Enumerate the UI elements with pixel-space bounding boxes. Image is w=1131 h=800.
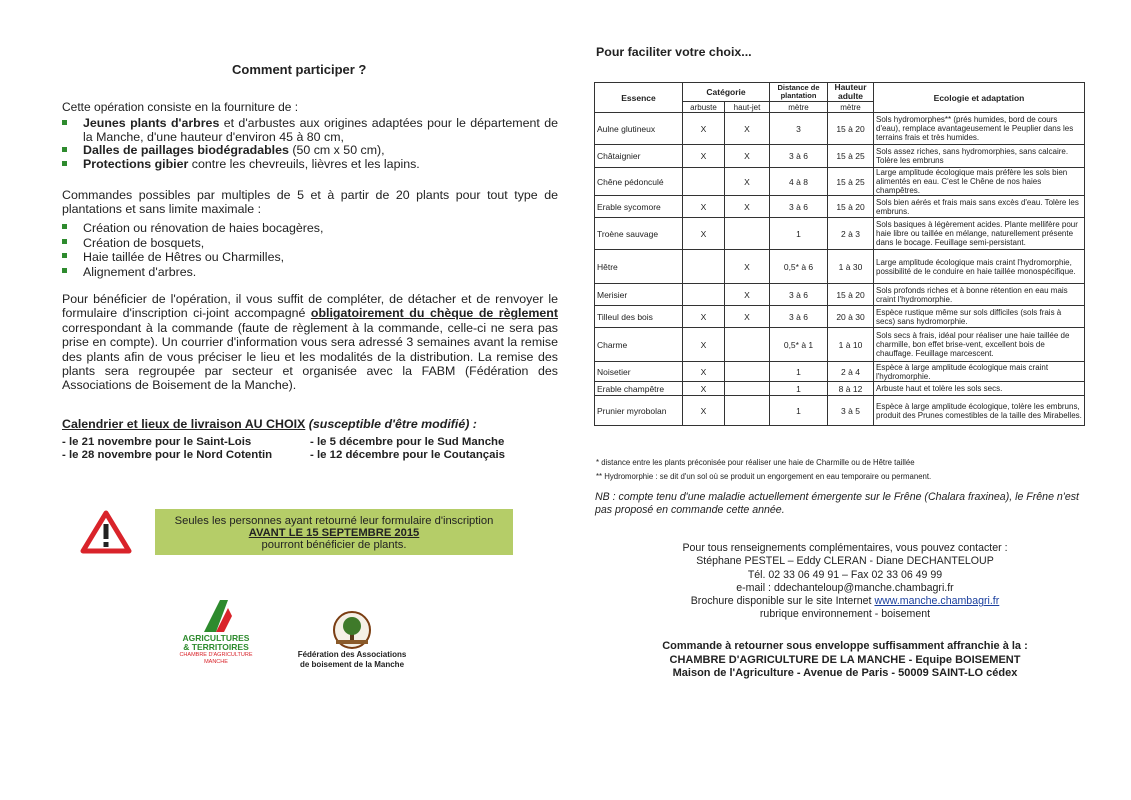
- list-item: Jeunes plants d'arbres et d'arbustes aux origines adaptées pour le département de la Manche, d'une hauteur d'environ 45 à 80 cm,: [62, 117, 558, 144]
- bullet-icon: [62, 239, 67, 244]
- chambre-agriculture-logo: AGRICULTURES & TERRITOIRES CHAMBRE D'AGRICULTURE MANCHE: [176, 598, 256, 678]
- cell-hautjet: [725, 218, 770, 250]
- cell-essence: Troène sauvage: [595, 218, 683, 250]
- header-arbuste: arbuste: [683, 102, 725, 113]
- cell-distance: 3: [770, 113, 828, 145]
- cell-hauteur: 15 à 20: [828, 196, 874, 218]
- cell-arbuste: [683, 250, 725, 284]
- cell-essence: Charme: [595, 328, 683, 362]
- cell-arbuste: X: [683, 362, 725, 382]
- cell-essence: Tilleul des bois: [595, 306, 683, 328]
- cell-hauteur: 15 à 20: [828, 284, 874, 306]
- cell-arbuste: [683, 284, 725, 306]
- cell-distance: 3 à 6: [770, 306, 828, 328]
- list-item: Création de bosquets,: [62, 236, 558, 251]
- cell-ecologie: Large amplitude écologique mais préfère les sols bien alimentés en eau. C'est le Chêne de nos haies champêtres.: [874, 168, 1085, 196]
- header-categorie: Catégorie: [683, 83, 770, 102]
- list-item: Dalles de paillages biodégradables (50 cm x 50 cm),: [62, 144, 558, 158]
- cell-hautjet: [725, 382, 770, 396]
- cell-hautjet: [725, 396, 770, 426]
- header-hautjet: haut-jet: [725, 102, 770, 113]
- cell-ecologie: Espèce rustique même sur sols difficiles (sols frais à secs) sans hydromorphie.: [874, 306, 1085, 328]
- contact-phone: Tél. 02 33 06 49 91 – Fax 02 33 06 49 99: [747, 568, 943, 581]
- footnote: ** Hydromorphie : se dit d'un sol où se produit un engorgement en eau temporaire ou permanent.: [596, 472, 932, 481]
- cell-distance: 1: [770, 396, 828, 426]
- table-row: [595, 284, 1085, 306]
- cell-arbuste: [683, 168, 725, 196]
- table-row: [595, 362, 1085, 382]
- cell-arbuste: X: [683, 145, 725, 168]
- cell-essence: Châtaignier: [595, 145, 683, 168]
- contact-block: Pour tous renseignements complémentaires, vous pouvez contacter : Stéphane PESTEL – Eddy CLERAN - Diane DECHANTELOUP Tél. 02 33 06 49 91 – Fax 02 33 06 49 99 e-mail : ddechanteloup@manche.chambagri.fr Brochure disponible sur le site Internet www.manche.chambagri.fr rubrique environnement - boisement: [600, 542, 1090, 622]
- cell-ecologie: Espèce à large amplitude écologique, tolère les embruns, produit des Prunes comestibles de la taille des Mirabelles.: [874, 396, 1085, 426]
- cell-essence: Noisetier: [595, 362, 683, 382]
- supply-list: [62, 117, 558, 171]
- cell-essence: Chêne pédonculé: [595, 168, 683, 196]
- cell-hauteur: 3 à 5: [828, 396, 874, 426]
- header-distance-unit: mètre: [770, 102, 828, 113]
- cell-hauteur: 15 à 25: [828, 168, 874, 196]
- cell-hautjet: X: [725, 250, 770, 284]
- header-essence: Essence: [595, 83, 683, 113]
- table-row: [595, 306, 1085, 328]
- cell-essence: Aulne glutineux: [595, 113, 683, 145]
- procedure-text: Pour bénéficier de l'opération, il vous suffit de compléter, de détacher et de renvoyer le formulaire d'inscription ci-joint accompagné obligatoirement du chèque de règlement correspondant à la commande (faute de règlement à la commande, celle-ci ne sera pas prise en compte). Un courrier d'information vous sera adressé 3 semaines avant la remise des plants afin de vous préciser le lieu et les modalités de la distribution. La remise des plants sera regroupée par secteur et organisée avec la FABM (Fédération des Associations de Boisement de la Manche).: [62, 292, 558, 393]
- deadline-date: AVANT LE 15 SEPTEMBRE 2015: [248, 527, 420, 539]
- table-row: [595, 218, 1085, 250]
- cell-arbuste: X: [683, 328, 725, 362]
- table-row: [595, 145, 1085, 168]
- cell-arbuste: X: [683, 382, 725, 396]
- orders-intro: Commandes possibles par multiples de 5 et à partir de 20 plants pour tout type de plantations et sans limite maximale :: [62, 188, 558, 216]
- cell-distance: 0,5* à 6: [770, 250, 828, 284]
- calendar-item: - le 28 novembre pour le Nord Cotentin: [62, 449, 273, 461]
- cell-ecologie: Sols assez riches, sans hydromorphies, sans calcaire. Tolère les embruns: [874, 145, 1085, 168]
- fabm-logo: Fédération des Associations de boisement de la Manche: [292, 610, 412, 680]
- cell-essence: Hêtre: [595, 250, 683, 284]
- cell-hautjet: X: [725, 306, 770, 328]
- cell-hauteur: 8 à 12: [828, 382, 874, 396]
- cell-hautjet: X: [725, 168, 770, 196]
- nb-note: NB : compte tenu d'une maladie actuellement émergente sur le Frêne (Chalara fraxinea), le Frêne n'est pas proposé en commande cette année.: [595, 491, 1079, 516]
- table-title: Pour faciliter votre choix...: [596, 45, 752, 59]
- cell-distance: 1: [770, 362, 828, 382]
- cell-essence: Erable sycomore: [595, 196, 683, 218]
- calendar-item: - le 21 novembre pour le Saint-Lois: [62, 436, 252, 448]
- page-title: Comment participer ?: [232, 62, 367, 77]
- cell-arbuste: X: [683, 306, 725, 328]
- cell-distance: 3 à 6: [770, 145, 828, 168]
- cell-ecologie: Large amplitude écologique mais craint l'hydromorphie, possibilité de le conduire en haie taillée monospécifique.: [874, 250, 1085, 284]
- header-hauteur-unit: mètre: [828, 102, 874, 113]
- cell-essence: Erable champêtre: [595, 382, 683, 396]
- bullet-icon: [62, 268, 67, 273]
- deadline-notice: Seules les personnes ayant retourné leur formulaire d'inscription AVANT LE 15 SEPTEMBRE 2015 pourront bénéficier de plants.: [155, 509, 513, 555]
- bullet-icon: [62, 253, 67, 258]
- cell-distance: 4 à 8: [770, 168, 828, 196]
- header-ecologie: Ecologie et adaptation: [874, 83, 1085, 113]
- cell-hauteur: 2 à 3: [828, 218, 874, 250]
- intro-text: Cette opération consiste en la fourniture de :: [62, 100, 299, 114]
- cell-hauteur: 15 à 25: [828, 145, 874, 168]
- species-table: [594, 82, 1085, 426]
- cell-essence: Prunier myrobolan: [595, 396, 683, 426]
- table-row: [595, 168, 1085, 196]
- cell-arbuste: X: [683, 396, 725, 426]
- website-link[interactable]: www.manche.chambagri.fr: [874, 595, 1000, 608]
- list-item: Alignement d'arbres.: [62, 265, 558, 280]
- cell-ecologie: Sols basiques à légèrement acides. Plante mellifère pour haie libre ou taillée en mélange, naturellement présente dans le bocage. Feuillage semi-persistant.: [874, 218, 1085, 250]
- cell-arbuste: X: [683, 218, 725, 250]
- bullet-icon: [62, 224, 67, 229]
- cell-hautjet: X: [725, 145, 770, 168]
- table-row: [595, 113, 1085, 145]
- cell-hauteur: 2 à 4: [828, 362, 874, 382]
- bullet-icon: [62, 120, 67, 125]
- calendar-item: - le 12 décembre pour le Coutançais: [310, 449, 505, 461]
- cell-hauteur: 1 à 30: [828, 250, 874, 284]
- list-item: Création ou rénovation de haies bocagères,: [62, 221, 558, 236]
- cell-hautjet: X: [725, 196, 770, 218]
- cell-arbuste: X: [683, 113, 725, 145]
- contact-names: Stéphane PESTEL – Eddy CLERAN - Diane DECHANTELOUP: [696, 555, 994, 568]
- calendar-title: Calendrier et lieux de livraison AU CHOIX (susceptible d'être modifié) :: [62, 417, 477, 431]
- orders-list: [62, 221, 558, 279]
- footnote: * distance entre les plants préconisée pour réaliser une haie de Charmille ou de Hêtre taillée: [596, 458, 915, 467]
- cell-distance: 3 à 6: [770, 284, 828, 306]
- calendar-item: - le 5 décembre pour le Sud Manche: [310, 436, 505, 448]
- payment-emphasis: obligatoirement du chèque de règlement: [310, 306, 558, 321]
- list-item: Protections gibier contre les chevreuils, lièvres et les lapins.: [62, 158, 558, 172]
- cell-hauteur: 15 à 20: [828, 113, 874, 145]
- header-distance: Distance de plantation: [770, 83, 828, 102]
- return-address: Commande à retourner sous enveloppe suffisamment affranchie à la : CHAMBRE D'AGRICULTURE DE LA MANCHE - Equipe BOISEMENT Maison de l'Agriculture - Avenue de Paris - 50009 SAINT-LO cédex: [662, 640, 1028, 679]
- cell-hautjet: [725, 362, 770, 382]
- table-row: [595, 196, 1085, 218]
- contact-email[interactable]: e-mail : ddechanteloup@manche.chambagri.fr: [736, 581, 954, 594]
- cell-essence: Merisier: [595, 284, 683, 306]
- cell-hautjet: X: [725, 284, 770, 306]
- cell-hautjet: X: [725, 113, 770, 145]
- cell-distance: 1: [770, 382, 828, 396]
- bullet-icon: [62, 161, 67, 166]
- cell-ecologie: Espèce à large amplitude écologique mais craint l'hydromorphie.: [874, 362, 1085, 382]
- cell-distance: 1: [770, 218, 828, 250]
- bullet-icon: [62, 147, 67, 152]
- cell-arbuste: X: [683, 196, 725, 218]
- header-hauteur: Hauteur adulte: [828, 83, 874, 102]
- cell-ecologie: Sols bien aérés et frais mais sans excès d'eau. Tolère les embruns.: [874, 196, 1085, 218]
- warning-icon: [80, 510, 132, 559]
- table-row: [595, 250, 1085, 284]
- cell-ecologie: Sols hydromorphes** (prés humides, bord de cours d'eau), remplace avantageusement le Peuplier dans les terrains frais et très humides.: [874, 113, 1085, 145]
- table-row: [595, 328, 1085, 362]
- list-item: Haie taillée de Hêtres ou Charmilles,: [62, 250, 558, 265]
- cell-distance: 3 à 6: [770, 196, 828, 218]
- cell-ecologie: Arbuste haut et tolère les sols secs.: [874, 382, 1085, 396]
- cell-distance: 0,5* à 1: [770, 328, 828, 362]
- cell-hauteur: 20 à 30: [828, 306, 874, 328]
- table-row: [595, 382, 1085, 396]
- cell-ecologie: Sols secs à frais, idéal pour réaliser une haie taillée de charmille, bon effet brise-vent, excellent bois de chauffage. Feuillage marcescent.: [874, 328, 1085, 362]
- table-row: [595, 396, 1085, 426]
- cell-ecologie: Sols profonds riches et à bonne rétention en eau mais craint l'hydromorphie.: [874, 284, 1085, 306]
- cell-hautjet: [725, 328, 770, 362]
- cell-hauteur: 1 à 10: [828, 328, 874, 362]
